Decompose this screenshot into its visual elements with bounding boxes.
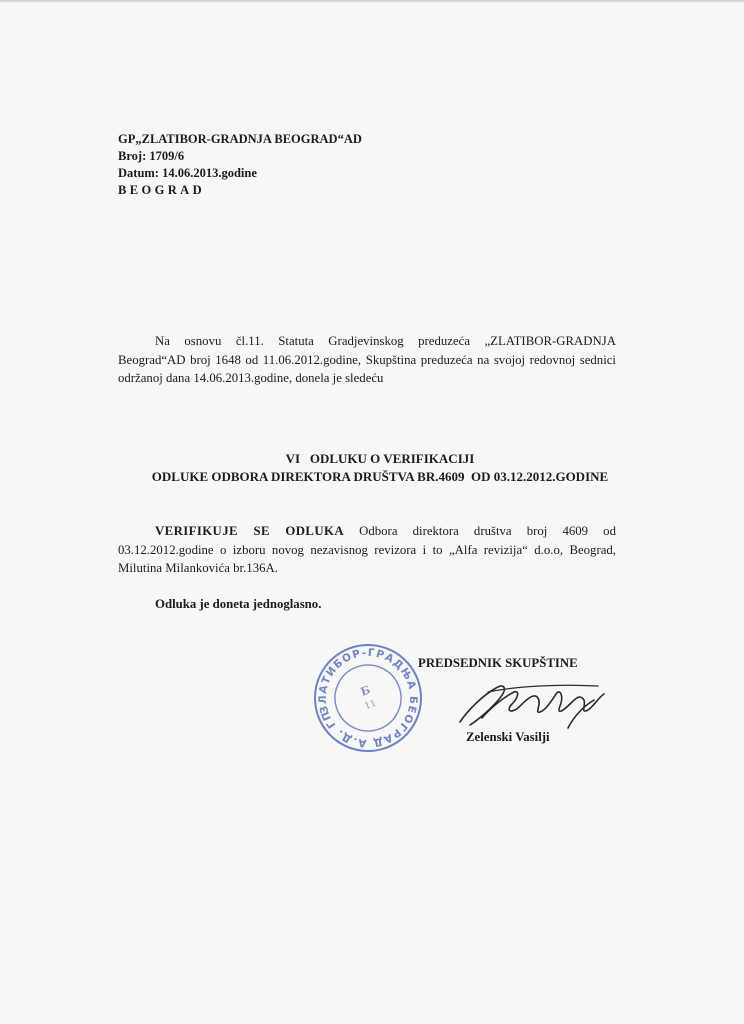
document-city: BEOGRAD <box>118 183 206 197</box>
company-name: GP„ZLATIBOR-GRADNJA BEOGRAD“AD <box>118 132 362 146</box>
company-stamp <box>312 642 424 754</box>
document-number: Broj: 1709/6 <box>118 149 185 163</box>
signatory-name: Zelenski Vasilji <box>466 730 550 744</box>
decision-title-line1: VI ODLUKU O VERIFIKACIJI <box>285 451 475 466</box>
decision-title-line2: ODLUKE ODBORA DIREKTORA DRUŠTVA BR.4609 OD 03.12.2012.GODINE <box>151 469 609 484</box>
svg-text:ЗЛАТИБОР-ГРАДЊА БЕОГРАД А.Д. Г <box>312 642 424 754</box>
intro-paragraph: Na osnovu čl.11. Statuta Gradjevinskog preduzeća „ZLATIBOR-GRADNJA Beograd“AD broj 1648 od 11.06.2012.godine, Skupština preduzeća na svojoj redovnoj sednici održanoj dana 14.06.2013.godine, donela je sledeću <box>118 334 616 385</box>
unanimous-note: Odluka je doneta jednoglasno. <box>155 597 322 611</box>
stamp-ring-text: ЗЛАТИБОР-ГРАДЊА БЕОГРАД А.Д. ГП <box>316 646 420 750</box>
signature-title: PREDSEDNIK SKUPŠTINE <box>418 656 578 670</box>
decision-body: Odbora direktora društva broj 4609 od 03.12.2012.godine o izboru novog nezavisnog revizora i to „Alfa revizija“ d.o.o, Beograd, Milutina Milankovića br.136A. <box>118 524 616 575</box>
decision-title <box>100 450 660 486</box>
decision-lead: VERIFIKUJE SE ODLUKA <box>155 524 344 538</box>
document-date: Datum: 14.06.2013.godine <box>118 166 257 180</box>
document-header <box>118 131 362 199</box>
scan-edge <box>0 0 744 3</box>
svg-text:Б: Б <box>358 683 373 699</box>
decision-paragraph <box>118 522 616 578</box>
svg-text:11: 11 <box>363 698 378 713</box>
